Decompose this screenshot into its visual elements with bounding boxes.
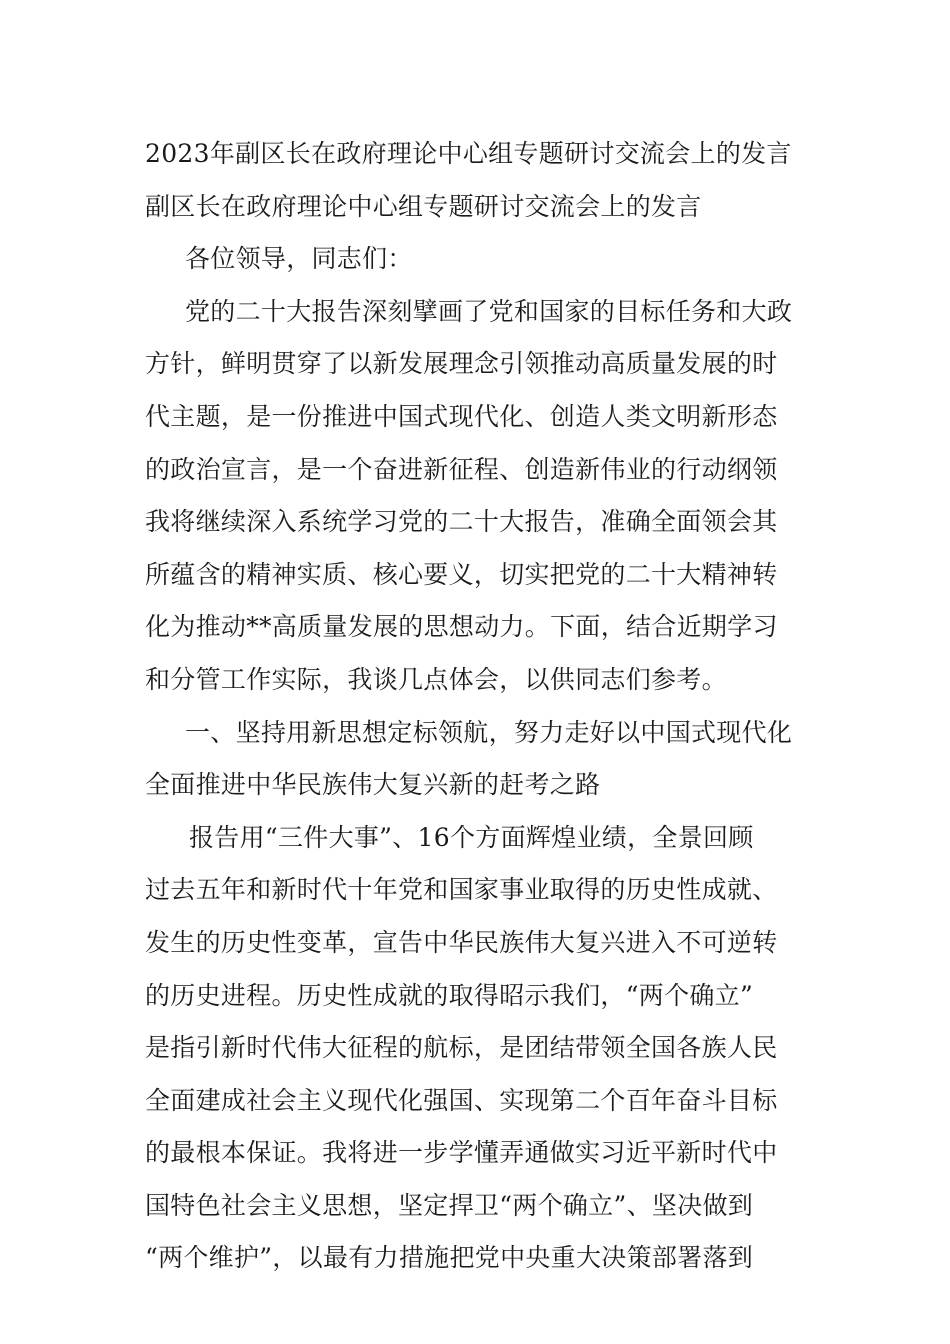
paragraph-line: 国特色社会主义思想，坚定捍卫“两个确立”、坚决做到 [145,1190,754,1220]
document-title: 2023年副区长在政府理论中心组专题研讨交流会上的发言 [145,139,792,168]
section-heading: 一、坚持用新思想定标领航，努力走好以中国式现代化 [185,717,793,747]
paragraph-line: 我将继续深入系统学习党的二十大报告，准确全面领会其 [145,507,778,537]
section-heading: 全面推进中华民族伟大复兴新的赶考之路 [145,770,601,800]
paragraph-line: 所蕴含的精神实质、核心要义，切实把党的二十大精神转 [145,559,778,589]
paragraph-line: 的历史进程。历史性成就的取得昭示我们，“两个确立” [145,980,754,1010]
paragraph-line: 报告用“三件大事”、16个方面辉煌业绩，全景回顾 [189,822,754,852]
paragraph-line: 代主题，是一份推进中国式现代化、创造人类文明新形态 [145,401,778,431]
paragraph-line: 过去五年和新时代十年党和国家事业取得的历史性成就、 [145,875,778,905]
paragraph-line: 化为推动**高质量发展的思想动力。下面，结合近期学习 [145,612,778,642]
paragraph-line: 发生的历史性变革，宣告中华民族伟大复兴进入不可逆转 [145,927,778,957]
greeting: 各位领导，同志们： [185,244,413,274]
document-body [145,128,810,1285]
paragraph-line: 是指引新时代伟大征程的航标，是团结带领全国各族人民 [145,1033,778,1063]
paragraph-line: “两个维护”，以最有力措施把党中央重大决策部署落到 [145,1243,754,1273]
paragraph-line: 方针，鲜明贯穿了以新发展理念引领推动高质量发展的时 [145,349,778,379]
paragraph-line: 的最根本保证。我将进一步学懂弄通做实习近平新时代中 [145,1138,778,1168]
paragraph-line: 党的二十大报告深刻擘画了党和国家的目标任务和大政 [185,296,793,326]
paragraph-line: 的政治宣言，是一个奋进新征程、创造新伟业的行动纲领 [145,454,778,484]
document-subtitle: 副区长在政府理论中心组专题研讨交流会上的发言 [145,191,702,221]
paragraph-line: 全面建成社会主义现代化强国、实现第二个百年奋斗目标 [145,1085,778,1115]
paragraph-line: 和分管工作实际，我谈几点体会，以供同志们参考。 [145,664,727,694]
